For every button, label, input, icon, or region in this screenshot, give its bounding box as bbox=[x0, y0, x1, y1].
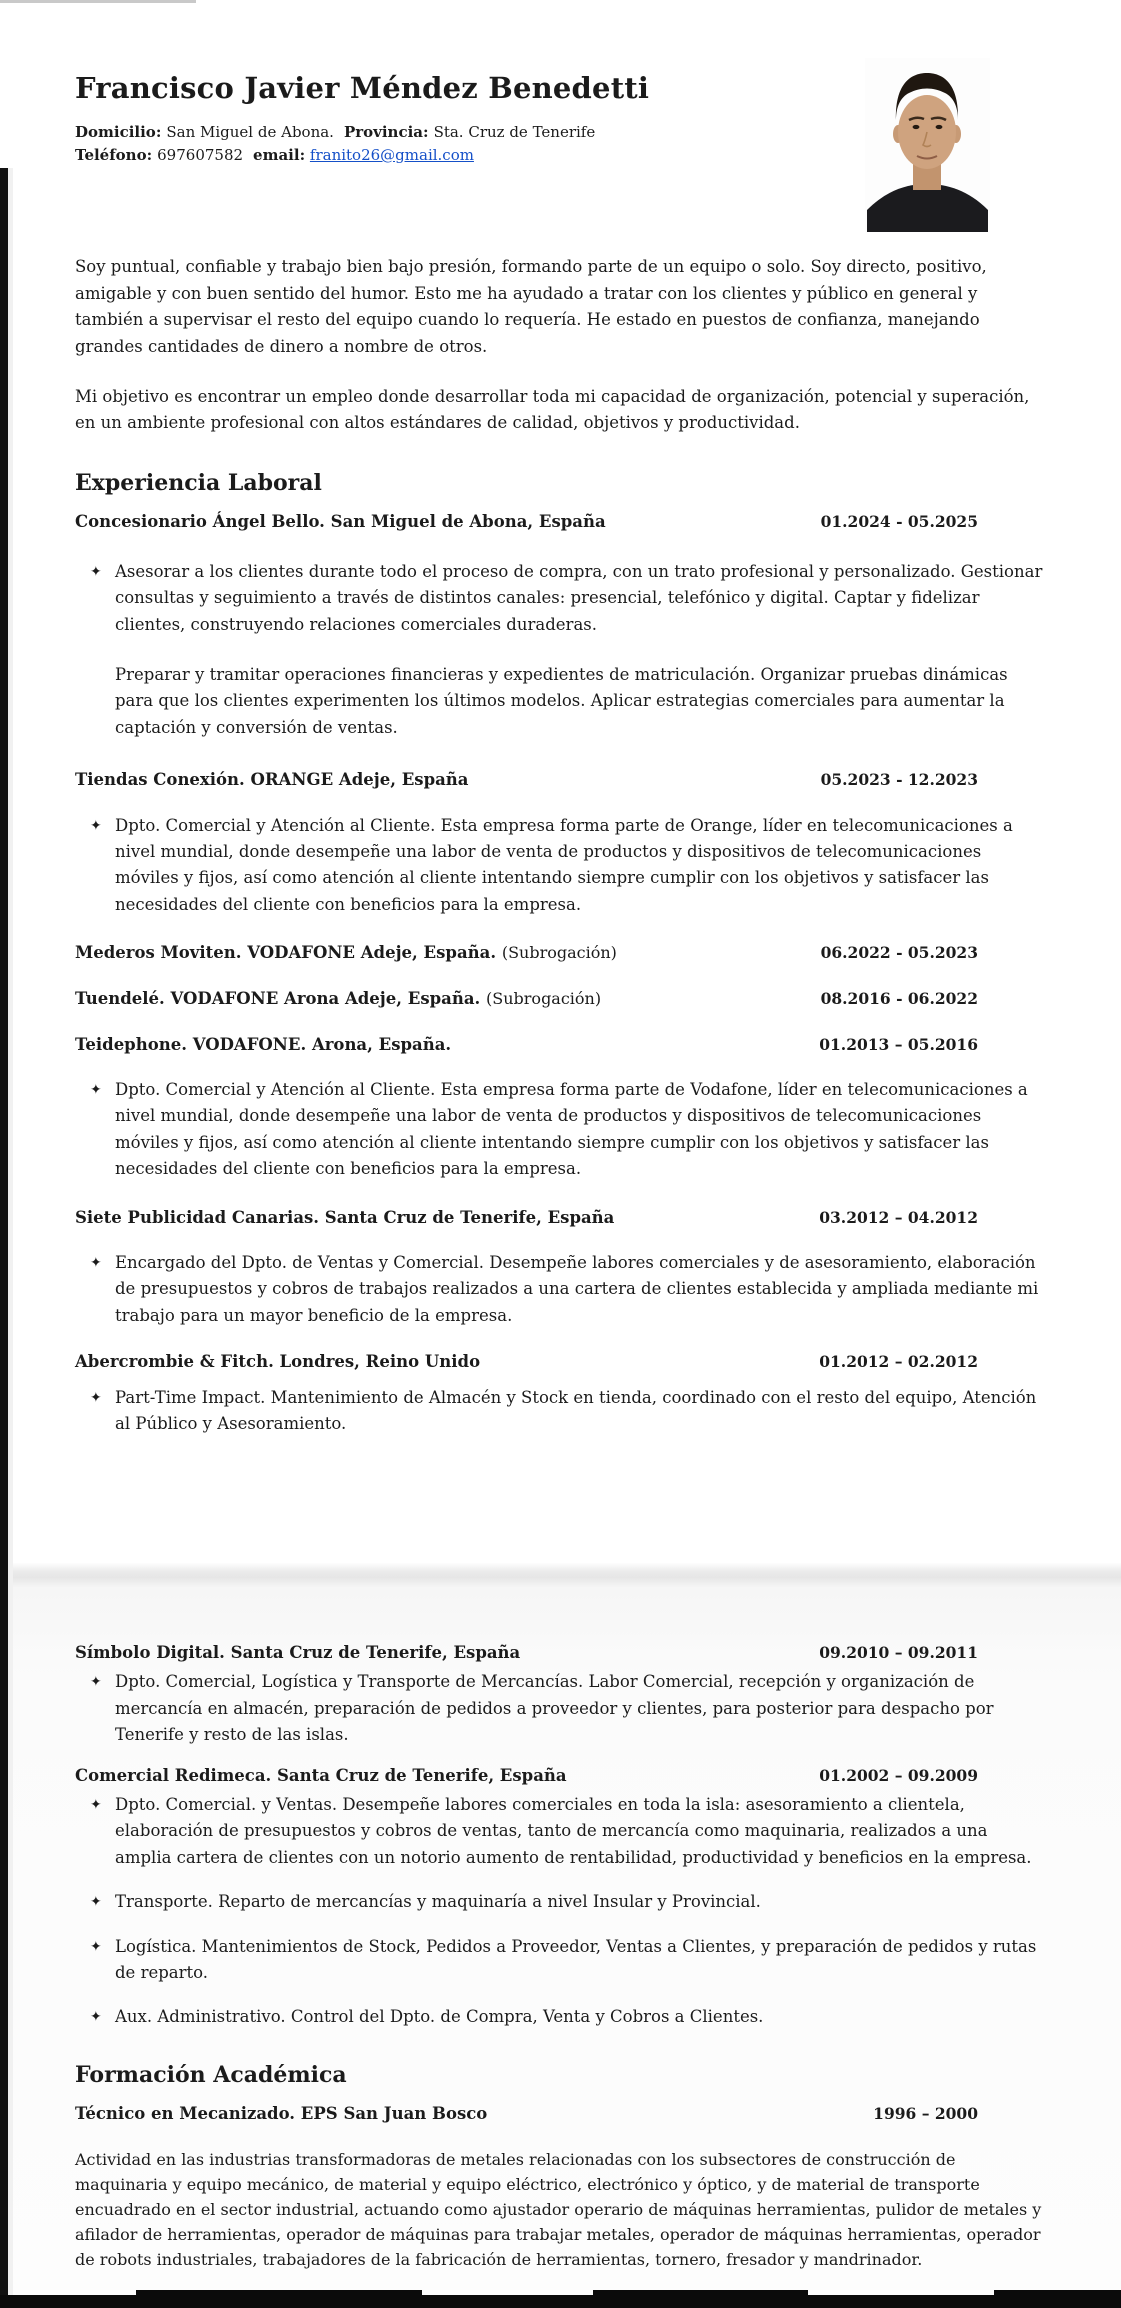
job-bullet bbox=[75, 1385, 1045, 1438]
bullet-text: Dpto. Comercial y Atención al Cliente. Esta empresa forma parte de Vodafone, líder en telecomunicaciones a nivel mundial, donde desempeñe una labor de venta de productos y dispositivos de telecomunicaciones móviles y fijos, así como atención al cliente intentando siempre cumplir con los objetivos y satisfacer las necesidades del cliente con beneficios para la empresa. bbox=[115, 1080, 1028, 1179]
scan-edge-left-light bbox=[8, 168, 13, 2308]
job-bullet bbox=[75, 1934, 1045, 1987]
bullet-text: Dpto. Comercial. y Ventas. Desempeñe labores comerciales en toda la isla: asesoramiento a clientela, elaboración de presupuestos y cobros de ventas, tanto de mercancía como maquinaria, realizados a una amplia cartera de clientes con un notorio aumento de rentabilidad, productividad y beneficios en la empresa. bbox=[115, 1795, 1032, 1867]
job-bullet bbox=[75, 1792, 1045, 1871]
education-title: Técnico en Mecanizado. EPS San Juan Bosco bbox=[75, 2104, 488, 2124]
job-date: 08.2016 - 06.2022 bbox=[820, 988, 978, 1008]
job-bullet bbox=[75, 1889, 1045, 1915]
job-row bbox=[75, 769, 1045, 790]
education-date: 1996 – 2000 bbox=[873, 2104, 978, 2124]
job-date: 01.2013 – 05.2016 bbox=[819, 1034, 978, 1054]
scan-edge-left bbox=[0, 168, 8, 2308]
job-title-text: Mederos Moviten. VODAFONE Adeje, España. bbox=[75, 943, 497, 963]
job-bullet bbox=[75, 813, 1045, 919]
star-bullet-icon: ✦ bbox=[90, 1674, 102, 1691]
summary-paragraph-1: Soy puntual, confiable y trabajo bien bajo presión, formando parte de un equipo o solo. Soy directo, positivo, amigable y con buen sentido del humor. Esto me ha ayudado a tratar con los clientes y público en general y también a supervisar el resto del equipo cuando lo requería. He estado en puestos de confianza, manejando grandes cantidades de dinero a nombre de otros. bbox=[75, 257, 987, 356]
job-extra-paragraph: Preparar y tramitar operaciones financieras y expedientes de matriculación. Organizar pruebas dinámicas para que los clientes experimenten los últimos modelos. Aplicar estrategias comerciales para aumentar la captación y conversión de ventas. bbox=[115, 664, 1008, 737]
scan-edge-bottom bbox=[0, 2295, 1121, 2308]
person-name: Francisco Javier Méndez Benedetti bbox=[75, 71, 650, 105]
job-title: Símbolo Digital. Santa Cruz de Tenerife, España bbox=[75, 1643, 521, 1662]
job-title bbox=[75, 942, 617, 964]
job-bullet bbox=[75, 1077, 1045, 1183]
job-title: Abercrombie & Fitch. Londres, Reino Unido bbox=[75, 1352, 481, 1372]
job-title: Siete Publicidad Canarias. Santa Cruz de Tenerife, España bbox=[75, 1207, 615, 1227]
job-row bbox=[75, 1351, 1045, 1372]
job-title-suffix: (Subrogación) bbox=[501, 943, 617, 963]
star-bullet-icon: ✦ bbox=[90, 1894, 102, 1911]
job-date: 01.2002 – 09.2009 bbox=[819, 1765, 978, 1785]
star-bullet-icon: ✦ bbox=[90, 1797, 102, 1814]
job-bullet bbox=[75, 1669, 1045, 1748]
scan-edge-top bbox=[0, 0, 196, 3]
summary-paragraph-2: Mi objetivo es encontrar un empleo donde desarrollar toda mi capacidad de organización, potencial y superación, en un ambiente profesional con altos estándares de calidad, objetivos y productividad. bbox=[75, 386, 1030, 433]
job-date: 06.2022 - 05.2023 bbox=[820, 943, 978, 963]
job-title-suffix: (Subrogación) bbox=[486, 988, 602, 1008]
section-title-experience: Experiencia Laboral bbox=[75, 469, 322, 496]
job-title: Tiendas Conexión. ORANGE Adeje, España bbox=[75, 770, 469, 790]
telefono-label: Teléfono: bbox=[75, 145, 153, 164]
star-bullet-icon: ✦ bbox=[90, 1255, 102, 1272]
job-title-text: Tuendelé. VODAFONE Arona Adeje, España. bbox=[75, 988, 481, 1008]
star-bullet-icon: ✦ bbox=[90, 563, 102, 580]
job-title bbox=[75, 988, 601, 1010]
email-link[interactable]: franito26@gmail.com bbox=[309, 145, 474, 164]
job-date: 03.2012 – 04.2012 bbox=[819, 1207, 978, 1227]
star-bullet-icon: ✦ bbox=[90, 817, 102, 834]
job-row bbox=[75, 511, 1045, 532]
education-row bbox=[75, 2103, 1045, 2124]
bullet-text: Aux. Administrativo. Control del Dpto. de Compra, Venta y Cobros a Clientes. bbox=[115, 2007, 764, 2027]
star-bullet-icon: ✦ bbox=[90, 1082, 102, 1099]
bullet-text: Asesorar a los clientes durante todo el proceso de compra, con un trato profesional y personalizado. Gestionar consultas y seguimiento a través de distintos canales: presencial, telefónico y digital. Captar y fidelizar clientes, construyendo relaciones comerciales duraderas. bbox=[115, 561, 1043, 634]
page-2 bbox=[0, 1587, 1121, 2308]
domicilio-value: San Miguel de Abona. bbox=[166, 123, 334, 142]
job-bullet bbox=[75, 559, 1045, 638]
portrait-photo bbox=[865, 58, 990, 232]
domicilio-label: Domicilio: bbox=[75, 123, 162, 142]
job-date: 05.2023 - 12.2023 bbox=[820, 770, 978, 790]
job-row bbox=[75, 1207, 1045, 1228]
job-row bbox=[75, 988, 1045, 1010]
portrait-illustration bbox=[865, 58, 990, 232]
job-title: Comercial Redimeca. Santa Cruz de Tenerife, España bbox=[75, 1765, 567, 1785]
email-label: email: bbox=[253, 145, 306, 164]
job-date: 01.2012 – 02.2012 bbox=[819, 1352, 978, 1372]
provincia-label: Provincia: bbox=[343, 123, 429, 142]
bullet-text: Part-Time Impact. Mantenimiento de Almacén y Stock en tienda, coordinado con el resto del equipo, Atención al Público y Asesoramiento. bbox=[115, 1387, 1037, 1434]
job-row bbox=[75, 1765, 1045, 1786]
star-bullet-icon: ✦ bbox=[90, 2009, 102, 2026]
education-paragraph: Actividad en las industrias transformadoras de metales relacionadas con los subsectores de construcción de maquinaria y equipo mecánico, de material y equipo eléctrico, electrónico y óptico, y de material de transporte encuadrado en el sector industrial, actuando como ajustador operario de máquinas herramientas, pulidor de metales y afilador de herramientas, operador de máquinas para trabajar metales, operador de máquinas herramientas, operador de robots industriales, trabajadores de la fabricación de herramientas, tornero, fresador y mandrinador. bbox=[75, 2149, 1042, 2269]
bullet-text: Transporte. Reparto de mercancías y maquinaría a nivel Insular y Provincial. bbox=[115, 1892, 761, 1912]
page-break-shadow bbox=[0, 1563, 1121, 1587]
bullet-text: Dpto. Comercial, Logística y Transporte de Mercancías. Labor Comercial, recepción y organización de mercancía en almacén, preparación de pedidos a proveedor y clientes, para posterior para despacho por Tenerife y resto de las islas. bbox=[115, 1672, 994, 1745]
bullet-text: Encargado del Dpto. de Ventas y Comercial. Desempeñe labores comerciales y de asesoramiento, elaboración de presupuestos y cobros de trabajos realizados a una cartera de clientes establecida y ampliada mediante mi trabajo para un mayor beneficio de la empresa. bbox=[115, 1253, 1039, 1325]
bullet-text: Logística. Mantenimientos de Stock, Pedidos a Proveedor, Ventas a Clientes, y preparación de pedidos y rutas de reparto. bbox=[115, 1936, 1037, 1982]
job-title: Teidephone. VODAFONE. Arona, España. bbox=[75, 1034, 452, 1054]
telefono-value: 697607582 bbox=[157, 145, 244, 164]
bullet-text: Dpto. Comercial y Atención al Cliente. Esta empresa forma parte de Orange, líder en telecomunicaciones a nivel mundial, donde desempeñe una labor de venta de productos y dispositivos de telecomunicaciones móviles y fijos, así como atención al cliente intentando siempre cumplir con los objetivos y satisfacer las necesidades del cliente con beneficios para la empresa. bbox=[115, 815, 1013, 914]
job-title: Concesionario Ángel Bello. San Miguel de Abona, España bbox=[75, 512, 606, 532]
job-date: 01.2024 - 05.2025 bbox=[820, 512, 978, 532]
job-bullet bbox=[75, 2004, 1045, 2030]
job-row bbox=[75, 942, 1045, 964]
star-bullet-icon: ✦ bbox=[90, 1389, 102, 1406]
job-bullet bbox=[75, 1250, 1045, 1329]
job-row bbox=[75, 1642, 1045, 1663]
star-bullet-icon: ✦ bbox=[90, 1938, 102, 1955]
job-date: 09.2010 – 09.2011 bbox=[819, 1643, 978, 1662]
section-title-education: Formación Académica bbox=[75, 2061, 347, 2088]
provincia-value: Sta. Cruz de Tenerife bbox=[433, 123, 596, 142]
job-row bbox=[75, 1034, 1045, 1055]
